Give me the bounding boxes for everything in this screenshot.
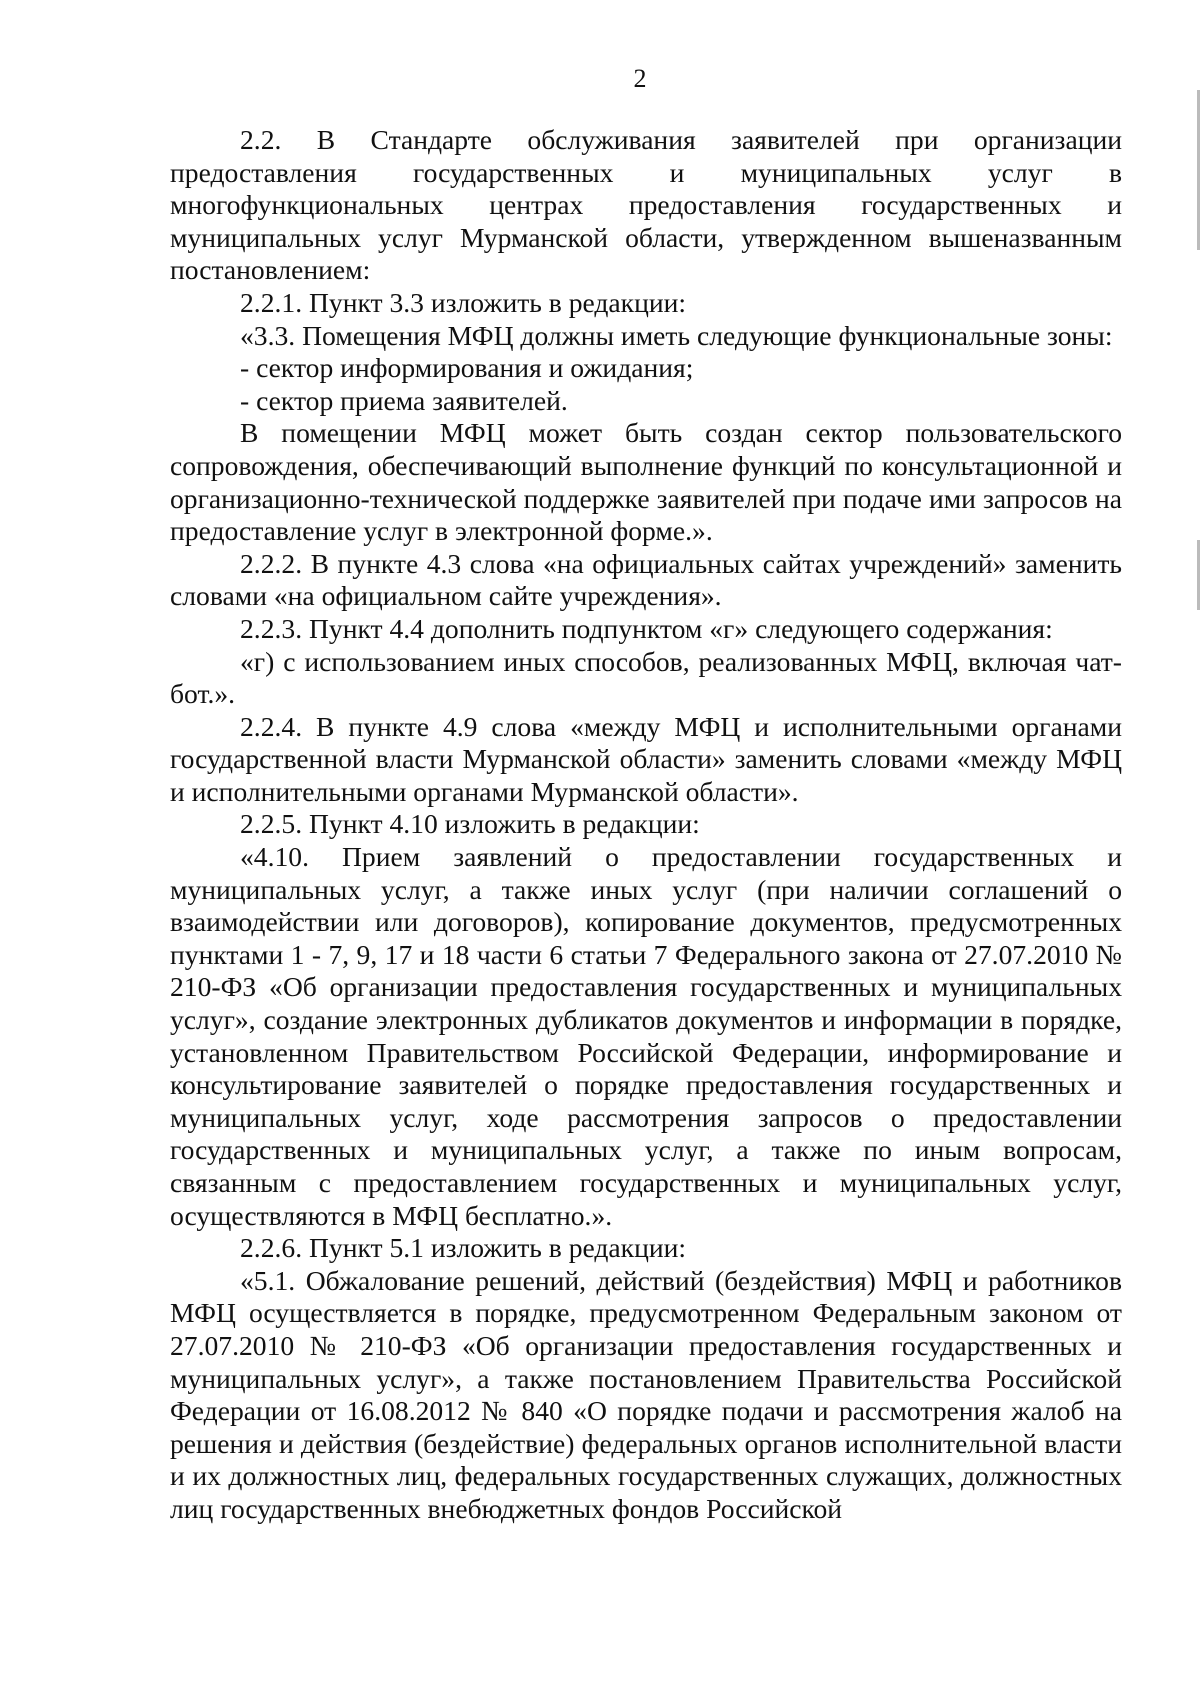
paragraph-2-2: 2.2. В Стандарте обслуживания заявителей при организации предоставления государственных и муниципальных услуг в многофункциональных центрах предоставления государственных и муниципальных услуг Мурманской области, утвержденном вышеназванным постановлением: [170, 124, 1122, 286]
list-item-sector-info: - сектор информирования и ожидания; [240, 352, 694, 384]
paragraph-subitem-g: «г) с использованием иных способов, реализованных МФЦ, включая чат-бот.». [170, 645, 1122, 710]
paragraph-2-2-2: 2.2.2. В пункте 4.3 слова «на официальных сайтах учреждений» заменить словами «на официальном сайте учреждения». [170, 547, 1122, 612]
paragraph-2-2-6: 2.2.6. Пункт 5.1 изложить в редакции: [240, 1232, 687, 1264]
paragraph-5-1-quote: «5.1. Обжалование решений, действий (бездействия) МФЦ и работников МФЦ осуществляется в порядке, предусмотренном Федеральным законом от 27.07.2010 № 210-ФЗ «Об организации предоставления государственных и муниципальных услуг», а также постановлением Правительства Российской Федерации от 16.08.2012 № 840 «О порядке подачи и рассмотрения жалоб на решения и действия (бездействие) федеральных органов исполнительной власти и их должностных лиц, федеральных государственных служащих, должностных лиц государственных внебюджетных фондов Российской [170, 1264, 1122, 1524]
paragraph-3-3-quote: «3.3. Помещения МФЦ должны иметь следующие функциональные зоны: [240, 319, 1113, 351]
document-body [170, 124, 1122, 1526]
paragraph-2-2-4: 2.2.4. В пункте 4.9 слова «между МФЦ и исполнительными органами государственной власти Мурманской области» заменить словами «между МФЦ и исполнительными органами Мурманской области». [170, 710, 1122, 807]
paragraph-2-2-5: 2.2.5. Пункт 4.10 изложить в редакции: [240, 808, 700, 840]
paragraph-2-2-3: 2.2.3. Пункт 4.4 дополнить подпунктом «г» следующего содержания: [240, 612, 1053, 644]
paragraph-2-2-1: 2.2.1. Пункт 3.3 изложить в редакции: [240, 286, 687, 318]
paragraph-4-10-quote: «4.10. Прием заявлений о предоставлении государственных и муниципальных услуг, а также иных услуг (при наличии соглашений о взаимодействии или договоров), копирование документов, предусмотренных пунктами 1 - 7, 9, 17 и 18 части 6 статьи 7 Федерального закона от 27.07.2010 № 210-ФЗ «Об организации предоставления государственных и муниципальных услуг», создание электронных дубликатов документов и информации в порядке, установленном Правительством Российской Федерации, информирование и консультирование заявителей о порядке предоставления государственных и муниципальных услуг, ходе рассмотрения запросов о предоставлении государственных и муниципальных услуг, а также по иным вопросам, связанным с предоставлением государственных и муниципальных услуг, осуществляются в МФЦ бесплатно.». [170, 841, 1122, 1231]
paragraph-support-sector: В помещении МФЦ может быть создан сектор пользовательского сопровождения, обеспечивающий выполнение функций по консультационной и организационно-технической поддержке заявителей при подаче ими запросов на предоставление услуг в электронной форме.». [170, 417, 1122, 547]
page-number: 2 [633, 64, 647, 93]
list-item-sector-reception: - сектор приема заявителей. [240, 384, 568, 416]
